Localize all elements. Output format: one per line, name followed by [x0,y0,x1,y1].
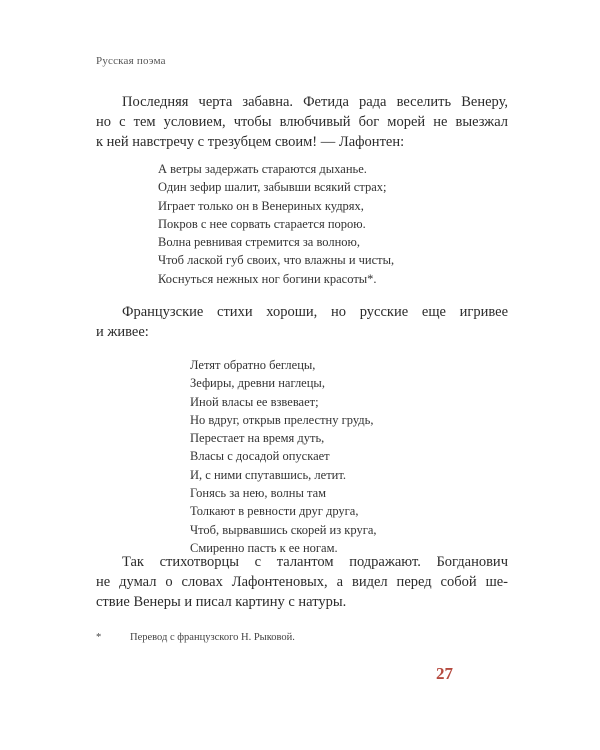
footnote-text: Перевод с французского Н. Рыковой. [130,632,295,643]
paragraph-conclusion [96,552,508,612]
paragraph-line: и живее: [96,324,149,340]
poem-line: Но вдруг, открыв прелестну грудь, [190,412,374,427]
footnote-mark: * [96,632,102,643]
paragraph-line: но с тем условием, чтобы влюбчивый бог морей не выезжал [96,114,508,130]
poem-line: Один зефир шалит, забывши всякий страх; [158,180,387,195]
poem-line: Играет только он в Венериных кудрях, [158,198,364,213]
paragraph-intro [96,92,508,152]
poem-line: Иной власы ее взвевает; [190,394,319,409]
poem-line: Толкают в ревности друг друга, [190,504,359,519]
paragraph-line: не думал о словах Лафонтеновых, а видел перед собой ше- [96,574,508,590]
poem-line: Волна ревнивая стремится за волною, [158,235,361,250]
poem-line: И, с ними спутавшись, летит. [190,467,347,482]
poem-line: Коснуться нежных ног богини красоты*. [158,271,377,286]
paragraph-line: Так стихотворцы с талантом подражают. Богданович [122,554,508,570]
running-header: Русская поэма [96,55,166,67]
poem-lafontaine [158,160,394,288]
poem-line: Власы с досадой опускает [190,449,330,464]
poem-bogdanovich [190,356,377,557]
poem-line: Чтоб, вырвавшись скорей из круга, [190,522,377,537]
page-number: 27 [436,664,453,683]
paragraph-line: Французские стихи хороши, но русские еще игривее [122,304,508,320]
poem-line: Летят обратно беглецы, [190,358,316,372]
paragraph-line: к ней навстречу с трезубцем своим! — Лафонтен: [96,134,405,150]
footnote [96,632,295,643]
poem-line: Перестает на время дуть, [190,431,325,446]
poem-line: Зефиры, древни наглецы, [190,376,325,391]
poem-line: Покров с нее сорвать старается порою. [158,216,366,231]
poem-line: Гонясь за нею, волны там [190,486,327,501]
poem-line: Чтоб лаской губ своих, что влажны и чисты, [158,253,395,268]
poem-line: А ветры задержать стараются дыханье. [158,162,367,176]
paragraph-comparison [96,302,508,342]
paragraph-line: ствие Венеры и писал картину с натуры. [96,594,347,610]
poem-line: Смиренно пасть к ее ногам. [190,540,338,555]
paragraph-line: Последняя черта забавна. Фетида рада веселить Венеру, [122,94,508,110]
